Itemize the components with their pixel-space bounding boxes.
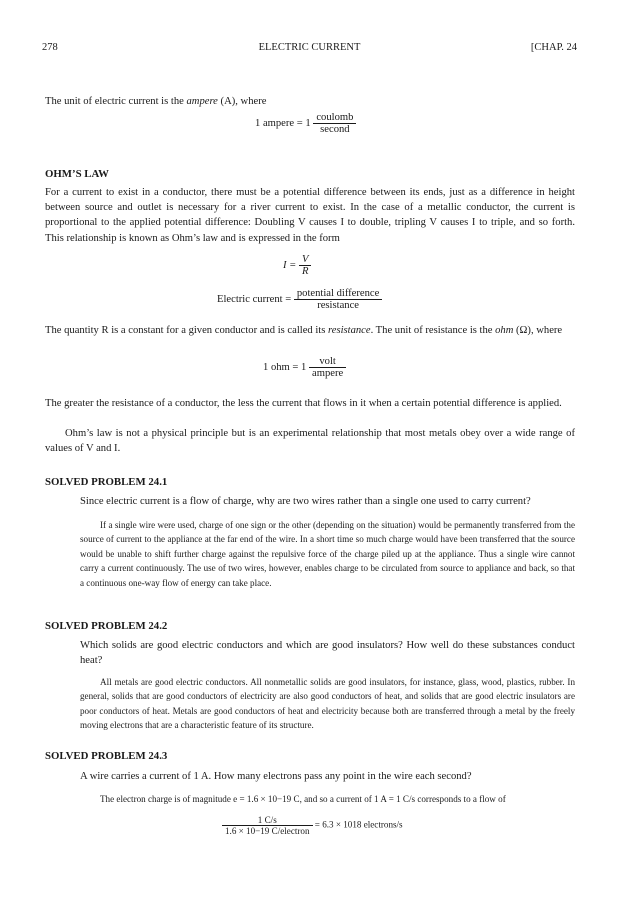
problem-answer: The electron charge is of magnitude e = 1.6 × 10−19 C, and so a current of 1 A = 1 C/s corresponds to a flow of	[100, 794, 506, 804]
problem-answer: All metals are good electric conductors. All nonmetallic solids are good insulators, for instance, glass, wood, plastics, rubber. In general, solids that are good conductors of electricity are also good conductors of heat, and solids that are good electric insulators are poor conductors of heat. Metals are good conductors of heat and electricity because both are transferred through a metal by the freely moving electrons that are a characteristic feature of its structure.	[80, 677, 575, 731]
denominator: 1.6 × 10−19 C/electron	[222, 825, 313, 836]
numerator: 1 C/s	[257, 815, 277, 825]
electron-equation	[222, 815, 403, 836]
ohms-paragraph-3: The greater the resistance of a conductor, the less the current that flows in it when a certain potential difference is applied.	[45, 398, 562, 409]
problem-answer: If a single wire were used, charge of one sign or the other (depending on the situation) would be permanently transferred from the source of current to the appliance at the far end of the wire. In a short time so much charge would have been transferred that the source would be unable to shift further charge against the repulsive force of the charge piled up at the appliance. Thus a single wire cannot carry a current continuously. The use of two wires, however, enables charge to be circulated from source to appliance and back, so that a continuous one-way flow of energy can take place.	[80, 520, 575, 588]
term-resistance: resistance	[328, 325, 371, 336]
fraction	[299, 254, 311, 277]
problem-heading: SOLVED PROBLEM 24.2	[45, 620, 168, 632]
problem-heading: SOLVED PROBLEM 24.1	[45, 476, 168, 488]
intro-text: The unit of electric current is the	[45, 96, 187, 107]
ampere-equation	[255, 112, 356, 135]
problem-question: Since electric current is a flow of charge, why are two wires rather than a single one used to carry current?	[80, 496, 531, 507]
ohms-paragraph-4: Ohm’s law is not a physical principle but is an experimental relationship that most metals obey over a wide range of values of V and I.	[45, 428, 575, 455]
ohm-unit-equation	[263, 356, 346, 379]
numerator: potential difference	[296, 288, 380, 299]
intro-paragraph	[45, 94, 575, 109]
ohms-paragraph-1: For a current to exist in a conductor, there must be a potential difference between its ends, just as a difference in height between source and outlet is necessary for a river current to exist. In the case of a metallic conductor, the current is proportional to the applied potential difference: Doubling V causes I to double, tripling V causes I to triple, and so forth. This relationship is known as Ohm’s law and is expressed in the form	[45, 187, 575, 244]
page-number: 278	[42, 42, 58, 53]
eq-lhs: Electric current =	[217, 293, 292, 305]
para-text: The quantity R is a constant for a given conductor and is called its	[45, 325, 329, 336]
para-text: (Ω), where	[513, 325, 563, 336]
eq-lhs: 1 ampere = 1	[255, 117, 311, 129]
running-header	[42, 42, 577, 58]
numerator: coulomb	[316, 112, 354, 123]
para-text: . The unit of resistance is the	[370, 325, 496, 336]
chapter-title: ELECTRIC CURRENT	[258, 42, 361, 53]
term-ohm: ohm	[495, 325, 514, 336]
denominator: ampere	[309, 367, 346, 379]
problem-question: A wire carries a current of 1 A. How many electrons pass any point in the wire each second?	[80, 771, 472, 782]
fraction	[222, 815, 313, 836]
intro-text-after: (A), where	[217, 96, 267, 107]
denominator: resistance	[294, 299, 382, 311]
numerator: volt	[319, 356, 336, 367]
eq-rhs: = 6.3 × 1018 electrons/s	[314, 819, 403, 830]
problem-heading: SOLVED PROBLEM 24.3	[45, 750, 168, 762]
chapter-label: [CHAP. 24	[530, 42, 577, 53]
ohms-paragraph-2	[45, 323, 575, 338]
section-heading: OHM’S LAW	[45, 168, 109, 180]
current-equation	[217, 288, 382, 311]
denominator: second	[313, 123, 356, 135]
fraction	[309, 356, 346, 379]
eq-lhs: 1 ohm = 1	[263, 361, 307, 373]
problem-question: Which solids are good electric conductors and which are good insulators? How well do these substances conduct heat?	[80, 640, 575, 667]
numerator: V	[301, 254, 309, 265]
denominator: R	[299, 265, 311, 277]
intro-term: ampere	[186, 96, 218, 107]
fraction	[294, 288, 382, 311]
ohms-equation	[283, 254, 311, 277]
fraction	[313, 112, 356, 135]
eq-lhs: I =	[283, 259, 297, 271]
